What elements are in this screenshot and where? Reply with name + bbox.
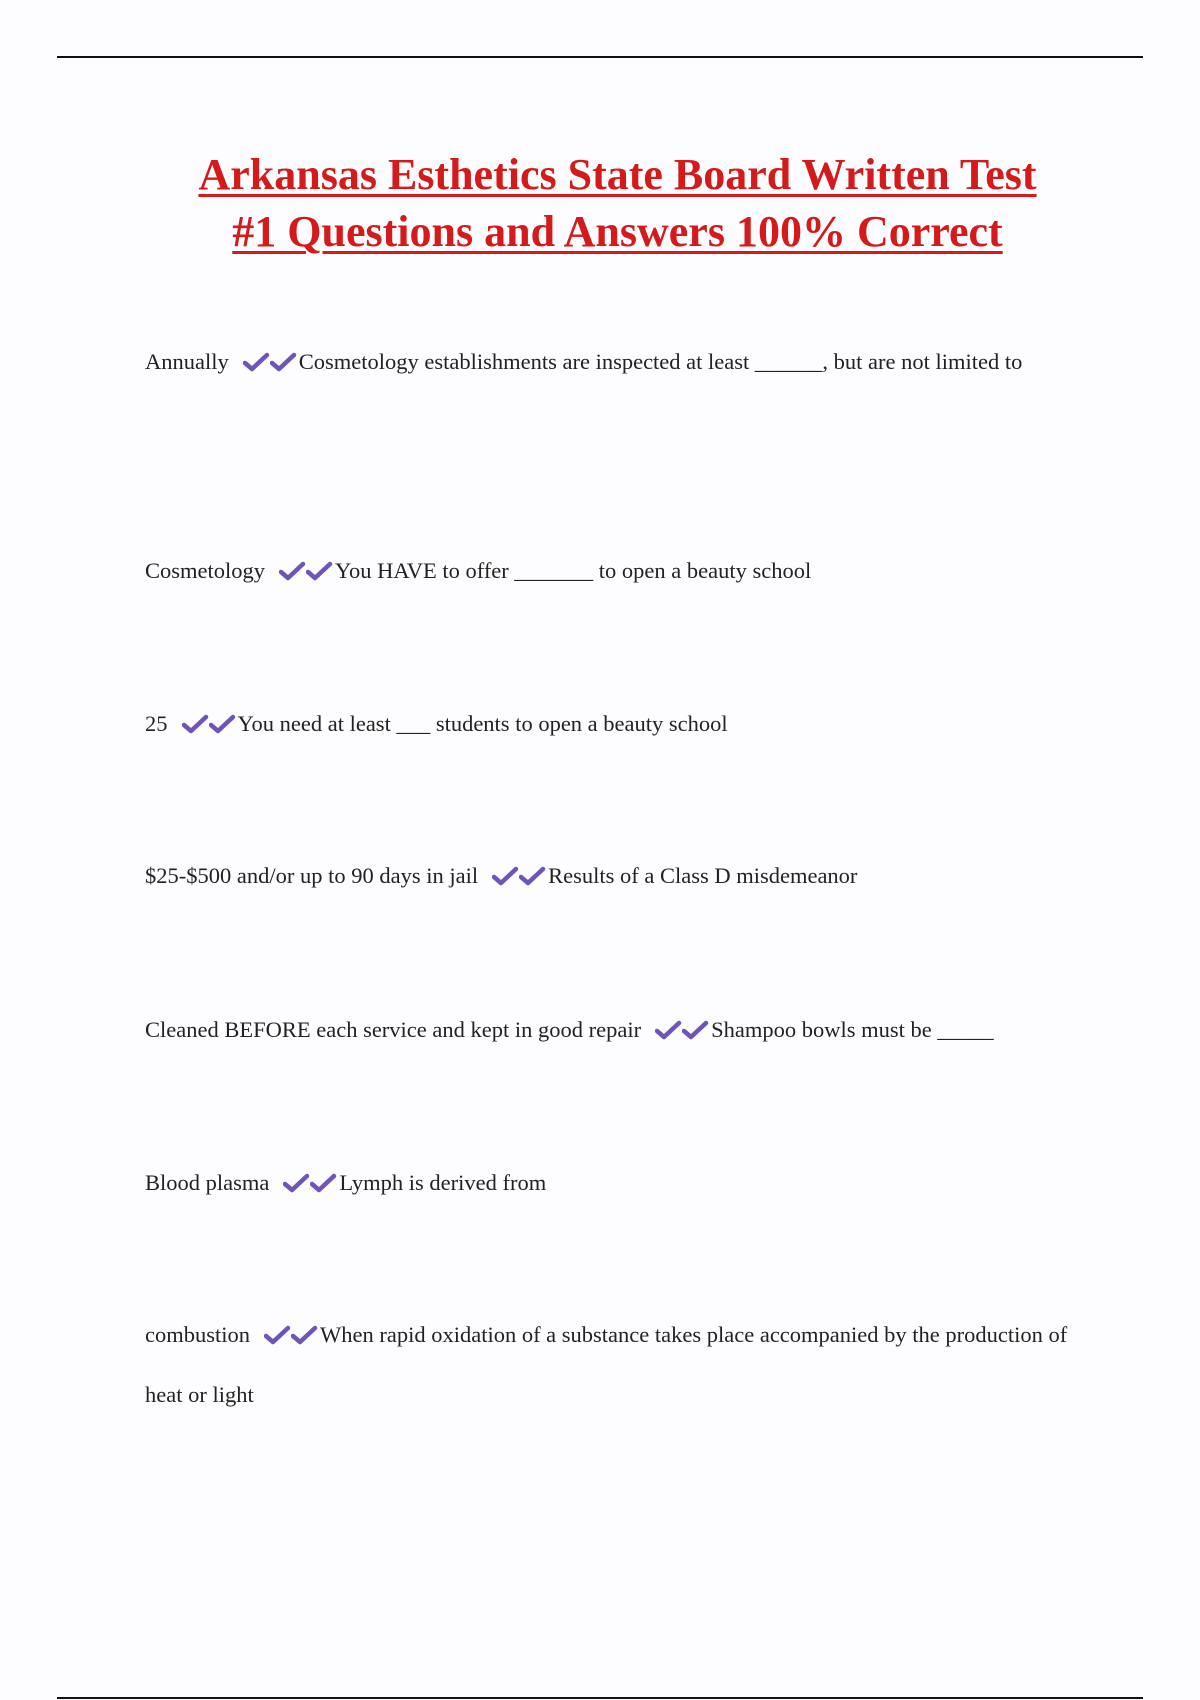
qa-item-1 bbox=[145, 332, 1090, 392]
checkmark-icon bbox=[264, 1325, 291, 1345]
question-text: You HAVE to offer _______ to open a beauty school bbox=[335, 558, 812, 583]
double-checkmark-icon bbox=[182, 711, 236, 736]
answer-text: Cosmetology bbox=[145, 558, 266, 583]
checkmark-icon bbox=[209, 714, 236, 734]
checkmark-icon bbox=[283, 1173, 310, 1193]
checkmark-icon bbox=[492, 866, 519, 886]
checkmark-icon bbox=[182, 714, 209, 734]
checkmark-icon bbox=[306, 561, 333, 581]
checkmark-icon bbox=[279, 561, 306, 581]
double-checkmark-icon bbox=[264, 1322, 318, 1347]
answer-text: $25-$500 and/or up to 90 days in jail bbox=[145, 863, 479, 888]
double-checkmark-icon bbox=[655, 1017, 709, 1042]
top-divider bbox=[57, 56, 1143, 58]
qa-item-7 bbox=[145, 1305, 1090, 1425]
answer-text: Blood plasma bbox=[145, 1170, 270, 1195]
qa-item-2 bbox=[145, 541, 1090, 601]
answer-text: Cleaned BEFORE each service and kept in good repair bbox=[145, 1017, 642, 1042]
checkmark-icon bbox=[291, 1325, 318, 1345]
checkmark-icon bbox=[270, 352, 297, 372]
question-text: Results of a Class D misdemeanor bbox=[548, 863, 858, 888]
checkmark-icon bbox=[655, 1020, 682, 1040]
qa-item-3 bbox=[145, 694, 1090, 754]
qa-item-6 bbox=[145, 1153, 1090, 1213]
checkmark-icon bbox=[682, 1020, 709, 1040]
checkmark-icon bbox=[243, 352, 270, 372]
title-line-2: #1 Questions and Answers 100% Correct bbox=[232, 207, 1003, 256]
title-line-1: Arkansas Esthetics State Board Written Test bbox=[198, 150, 1037, 199]
qa-item-5 bbox=[145, 1000, 1090, 1060]
double-checkmark-icon bbox=[283, 1170, 337, 1195]
checkmark-icon bbox=[519, 866, 546, 886]
question-text: Cosmetology establishments are inspected at least ______, but are not limited to bbox=[298, 349, 1023, 374]
checkmark-icon bbox=[310, 1173, 337, 1193]
double-checkmark-icon bbox=[492, 863, 546, 888]
question-text: When rapid oxidation of a substance takes place accompanied by the production of heat or light bbox=[145, 1322, 1068, 1407]
question-text: Shampoo bowls must be _____ bbox=[711, 1017, 994, 1042]
answer-text: combustion bbox=[145, 1322, 250, 1347]
answer-text: Annually bbox=[145, 349, 229, 374]
double-checkmark-icon bbox=[243, 349, 297, 374]
double-checkmark-icon bbox=[279, 558, 333, 583]
document-title bbox=[100, 146, 1135, 260]
bottom-divider bbox=[57, 1697, 1143, 1699]
answer-text: 25 bbox=[145, 711, 168, 736]
question-text: Lymph is derived from bbox=[339, 1170, 547, 1195]
question-text: You need at least ___ students to open a beauty school bbox=[237, 711, 728, 736]
qa-item-4 bbox=[145, 846, 1090, 906]
